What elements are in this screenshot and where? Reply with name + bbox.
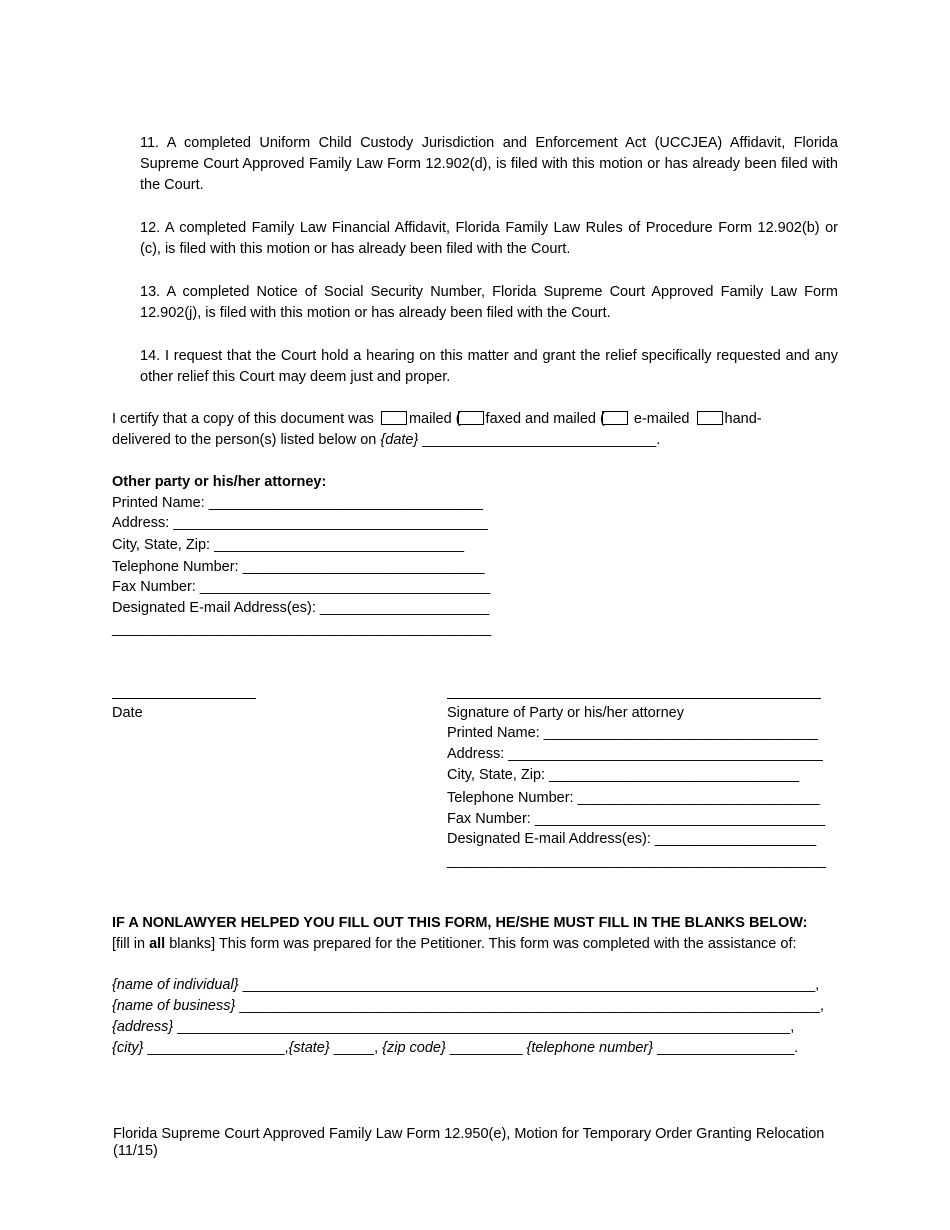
other-party-city-state-zip[interactable]: City, State, Zip: _______________________________ [112, 537, 465, 553]
telephone-label: {telephone number} [526, 1040, 654, 1056]
form-footer: Florida Supreme Court Approved Family Law Form 12.950(e), Motion for Temporary Order Granting Relocation (11/15) [113, 1126, 825, 1159]
state-blank[interactable]: _____, [329, 1040, 383, 1056]
paragraph-11: 11. A completed Uniform Child Custody Jurisdiction and Enforcement Act (UCCJEA) Affidavit, Florida Supreme Court Approved Family Law Form 12.902(d), is filed with this motion or has already been filed with the Court. [140, 135, 838, 193]
faxed-label: faxed and mailed ( [485, 411, 605, 427]
signature-caption: Signature of Party or his/her attorney [447, 705, 684, 721]
signer-email-line-2[interactable]: _______________________________________________ [447, 853, 827, 869]
signer-address[interactable]: Address: _______________________________________ [447, 746, 823, 762]
faxed-checkbox[interactable] [458, 411, 484, 425]
other-party-email-line-2[interactable]: _______________________________________________ [112, 621, 492, 637]
hand-label: hand- [724, 411, 762, 427]
other-party-fax[interactable]: Fax Number: ____________________________________ [112, 579, 491, 595]
signer-fax[interactable]: Fax Number: ____________________________________ [447, 811, 826, 827]
date-caption: Date [112, 705, 143, 721]
paragraph-12: 12. A completed Family Law Financial Affidavit, Florida Family Law Rules of Procedure Form 12.902(b) or (c), is filed with this motion or has already been filed with the Court. [140, 220, 838, 257]
paragraph-13: 13. A completed Notice of Social Security Number, Florida Supreme Court Approved Family Law Form 12.902(j), is filed with this motion or has already been filed with the Court. [140, 284, 838, 321]
business-name-label: {name of business} [112, 998, 236, 1014]
city-label: {city} [112, 1040, 144, 1056]
state-label: {state} [288, 1040, 330, 1056]
fill-pre-text: [fill in [112, 936, 150, 952]
delivered-text: delivered to the person(s) listed below on [112, 432, 377, 448]
date-label: {date} [380, 432, 419, 448]
date-blank[interactable]: _____________________________. [422, 432, 661, 448]
individual-name-blank[interactable]: _______________________________________________________________________, [238, 977, 820, 993]
individual-name-line[interactable] [112, 975, 819, 995]
emailed-checkbox[interactable] [602, 411, 628, 425]
paragraph-14: 14. I request that the Court hold a hearing on this matter and grant the relief specifically requested and any other relief this Court may deem just and proper. [140, 348, 838, 385]
zip-label: {zip code} [382, 1040, 446, 1056]
business-name-line[interactable] [112, 996, 824, 1016]
address-blank[interactable]: ____________________________________________________________________________, [173, 1019, 795, 1035]
fill-bold-text: all [149, 936, 166, 952]
mailed-label: mailed ( [408, 411, 461, 427]
fill-post-text: blanks] This form was prepared for the Petitioner. This form was completed with the assistance of: [165, 936, 797, 952]
other-party-printed-name[interactable]: Printed Name: __________________________________ [112, 495, 483, 511]
address-line[interactable] [112, 1017, 794, 1037]
certify-intro: I certify that a copy of this document was [112, 411, 374, 427]
signer-telephone[interactable]: Telephone Number: ______________________________ [447, 790, 820, 806]
other-party-email[interactable]: Designated E-mail Address(es): _____________________ [112, 600, 490, 616]
nonlawyer-heading: IF A NONLAWYER HELPED YOU FILL OUT THIS FORM, HE/SHE MUST FILL IN THE BLANKS BELOW: [112, 915, 808, 931]
city-blank[interactable]: _________________, [143, 1040, 289, 1056]
certify-line-1 [112, 409, 762, 429]
signer-printed-name[interactable]: Printed Name: __________________________________ [447, 725, 818, 741]
date-signature-line[interactable] [112, 698, 256, 699]
other-party-heading: Other party or his/her attorney: [112, 474, 327, 490]
address-label: {address} [112, 1019, 174, 1035]
certify-line-2 [112, 430, 660, 450]
emailed-label: e-mailed [633, 411, 690, 427]
other-party-address[interactable]: Address: _______________________________________ [112, 515, 488, 531]
zip-blank[interactable]: _________ [445, 1040, 527, 1056]
signer-email[interactable]: Designated E-mail Address(es): ____________________ [447, 831, 817, 847]
other-party-telephone[interactable]: Telephone Number: ______________________________ [112, 559, 485, 575]
mailed-checkbox[interactable] [381, 411, 407, 425]
nonlawyer-instructions [112, 934, 838, 954]
party-signature-line[interactable] [447, 698, 821, 699]
signer-city-state-zip[interactable]: City, State, Zip: _______________________________ [447, 767, 800, 783]
telephone-blank[interactable]: _________________. [653, 1040, 799, 1056]
individual-name-label: {name of individual} [112, 977, 239, 993]
hand-delivered-checkbox[interactable] [697, 411, 723, 425]
business-name-blank[interactable]: ________________________________________________________________________, [235, 998, 825, 1014]
city-state-zip-phone-line[interactable] [112, 1038, 798, 1058]
